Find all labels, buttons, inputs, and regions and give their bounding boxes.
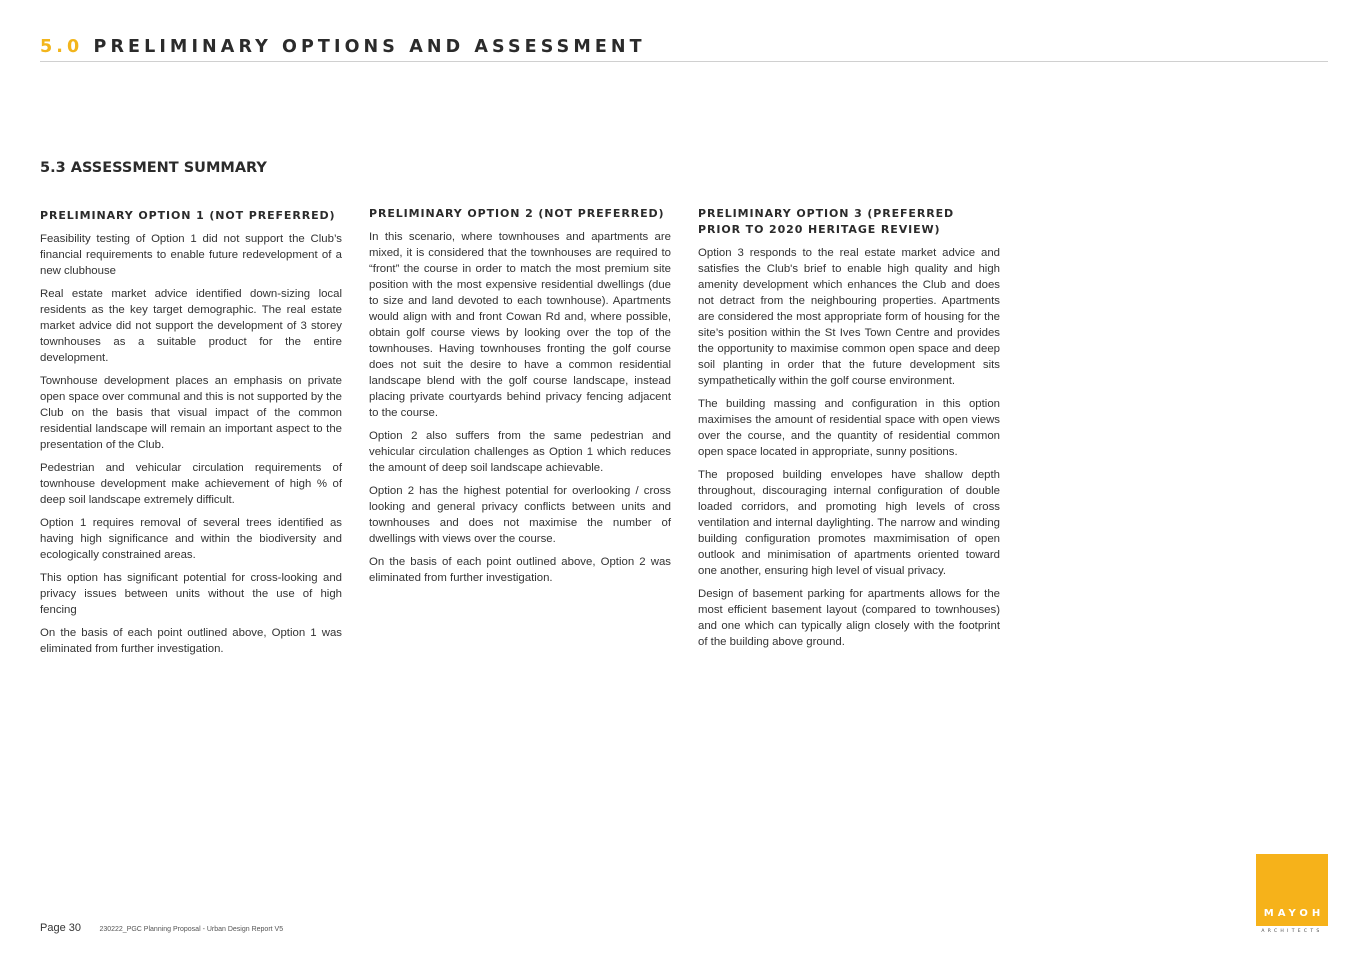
header-section-number: 5.0 [40,37,84,57]
option-1-paragraph: This option has significant potential for cross-looking and privacy issues between units without the use of high fencing [40,572,342,616]
option-3-column [698,206,1000,657]
header-divider [40,61,1328,62]
option-3-paragraph: The building massing and configuration in this option maximises the amount of residential space with open views over the course, and the quantity of residential common open space located in appropriate, sunny positions. [698,398,1000,458]
option-1-paragraph: Option 1 requires removal of several trees identified as having high significance and within the biodiversity and ecologically constrained areas. [40,517,342,561]
section-heading: 5.3 ASSESSMENT SUMMARY [40,160,267,176]
document-name: 230222_PGC Planning Proposal - Urban Design Report V5 [99,926,284,933]
option-1-paragraph: On the basis of each point outlined above, Option 1 was eliminated from further investigation. [40,627,342,655]
option-2-column [369,206,671,593]
option-3-paragraph: Option 3 responds to the real estate market advice and satisfies the Club's brief to enable high quality and high amenity development which enhances the Club and does not detract from the neighbouring properties. Apartments are considered the most appropriate form of housing for the site’s position within the St Ives Town Centre and provides the opportunity to maximise common open space and deep soil planting in order that the future development sits sympathetically within the golf course environment. [698,247,1000,387]
page-header [40,37,1328,57]
option-3-paragraph: The proposed building envelopes have shallow depth throughout, discouraging internal configuration of double loaded corridors, and promoting high levels of cross ventilation and internal daylighting. The narrow and winding building configuration promotes maxmimisation of open outlook and minimisation of apartments oriented toward one another, ensuring high level of visual privacy. [698,469,1000,577]
page-number: Page 30 [40,922,81,934]
header-title [40,37,1328,57]
option-1-column [40,208,342,664]
option-3-paragraph: Design of basement parking for apartments allows for the most efficient basement layout (compared to townhouses) and one which can typically align closely with the footprint of the building above ground. [698,588,1000,648]
logo-wordmark: MAYOH [1263,908,1325,919]
header-section-title: PRELIMINARY OPTIONS AND ASSESSMENT [93,37,646,57]
logo-subtitle: ARCHITECTS [1261,929,1323,934]
option-2-heading: PRELIMINARY OPTION 2 (NOT PREFERRED) [369,207,665,220]
option-1-paragraph: Real estate market advice identified down-sizing local residents as the key target demographic. The real estate market advice did not support the development of 3 storey townhouses as a suitable product for the entire development. [40,288,342,364]
option-2-paragraph: Option 2 has the highest potential for overlooking / cross looking and general privacy conflicts between units and townhouses and does not maximise the number of dwellings with views over the course. [369,485,671,545]
option-2-paragraph: In this scenario, where townhouses and apartments are mixed, it is considered that the townhouses are required to “front” the course in order to match the most premium site position with the most expensive residential dwellings (due to size and land devoted to each townhouse). Apartments would align with and front Cowan Rd and, where possible, obtain golf course views by looking over the top of the townhouses. Having townhouses fronting the golf course does not suit the desire to have a common residential landscape blend with the golf course landscape, instead placing private courtyards behind privacy fencing adjacent to the course. [369,231,671,419]
option-1-heading: PRELIMINARY OPTION 1 (NOT PREFERRED) [40,209,336,222]
option-1-paragraph: Townhouse development places an emphasis on private open space over communal and this is not supported by the Club on the basis that visual impact of the common residential landscape will remain an important aspect to the presentation of the Club. [40,375,342,451]
option-1-paragraph: Feasibility testing of Option 1 did not support the Club’s financial requirements to enable future redevelopment of a new clubhouse [40,233,342,277]
option-2-paragraph: Option 2 also suffers from the same pedestrian and vehicular circulation challenges as Option 1 which reduces the amount of deep soil landscape achievable. [369,430,671,474]
option-1-paragraph: Pedestrian and vehicular circulation requirements of townhouse development make achievement of high % of deep soil landscape extremely difficult. [40,462,342,506]
option-3-heading: PRELIMINARY OPTION 3 (PREFERRED PRIOR TO 2020 HERITAGE REVIEW) [698,207,955,236]
page-footer [40,918,283,936]
option-2-paragraph: On the basis of each point outlined above, Option 2 was eliminated from further investigation. [369,556,671,584]
mayoh-logo [1256,854,1328,926]
